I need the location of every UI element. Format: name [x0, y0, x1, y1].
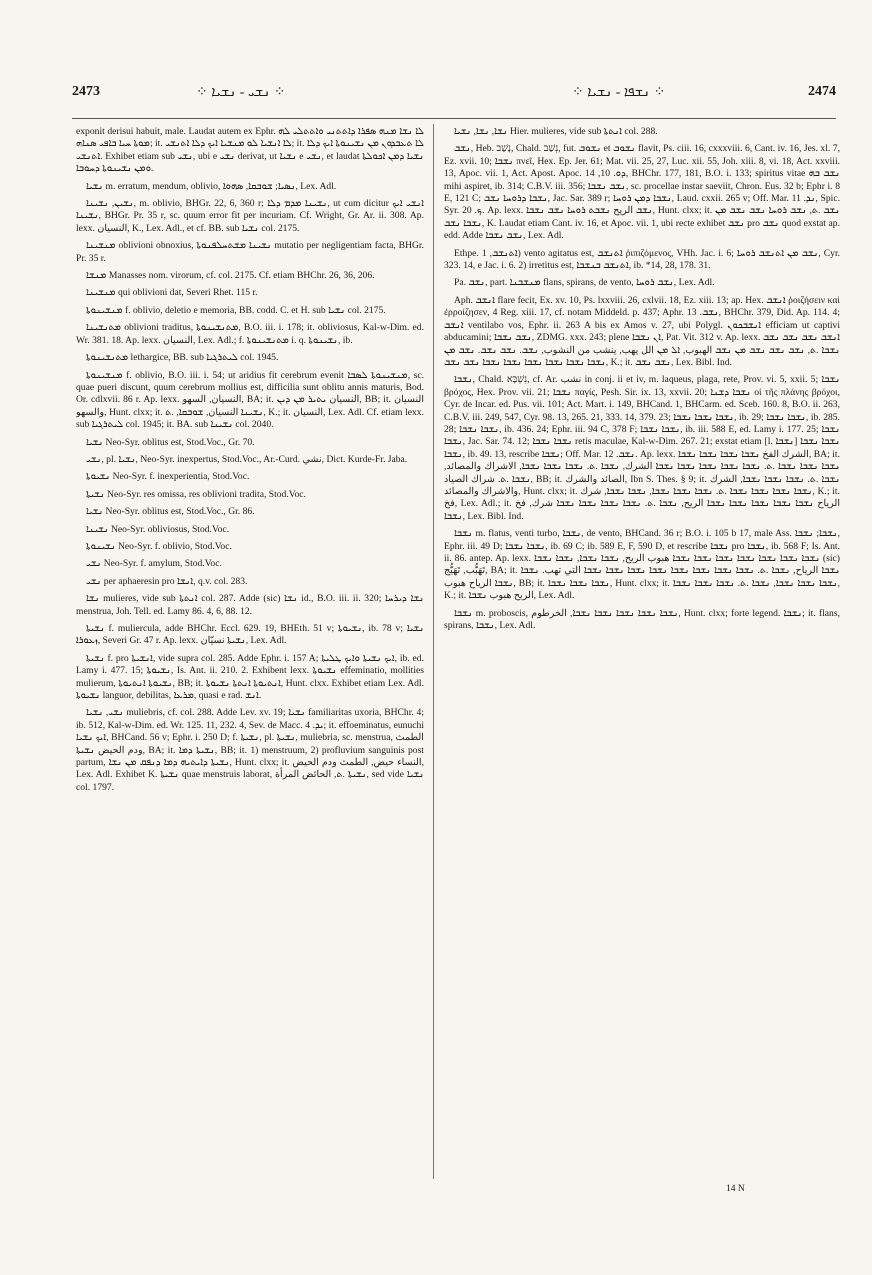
- left-column: [76, 126, 424, 1181]
- dictionary-entry: ܢܫܝ Neo-Syr. f. amylum, Stod.Voc.: [86, 558, 222, 570]
- header-rule: [72, 118, 836, 119]
- page-header: [0, 84, 872, 106]
- dictionary-entry: ܡܬܢܫܝܢܐ oblivioni traditus, ܡܬܢܫܝܢܘܬܐ, B.O. iii. i. 178; it. obliviosus, Kal-w-Dim. ed. Wr. 381. 18. Ap. lexx. النسيان, Lex. Adl.; f. ܡܬܢܫܝܢܘܬܐ i. q. ܢܫܝܢܘܬܐ, ib.: [76, 322, 424, 346]
- right-column: [444, 126, 840, 1181]
- dictionary-entry: ܢܫܝܢ, ܢܫܝܢܐ, m. oblivio, BHGr. 22, 6, 360 r; ܢܫܝܢܐ ܡܕܡ ܕܠܐ, ut cum dicitur ܐܢܫܝ ܐܝܟ ܢܫܝܢܐ, BHGr. Pr. 35 r, sc. quum error fit per incuriam. Cf. Wright, Gr. Ar. ii. 308. Ap. lexx. النسيان, K., Lex. Adl., et cf. BB. sub ܢܫܝܐ col. 2175.: [76, 198, 424, 234]
- dictionary-entry: ܢܫܝ, ܢܫܝܐ muliebris, cf. col. 288. Adde Lev. xv. 19; ܢܫܝܐ familiaritas uxoria, BHChr. 4; ib. 512, Kal-w-Dim. ed. Wr. 125. 11, 232. 4, Sev. de Macc. ܝܕ. 4; it. effoeminatus, eunuchi ܐܝܟ ܢܫܝܐ, BHCand. 56 v; Ephr. i. 250 D; f. ܢܫܝܬܐ, pl. ܢܫܝܬܐ, muliebria, sc. menstrua, الطمث ودم الحيض ܢܫܝܬܐ, BA; it. ܢܫܝܬܐ ܕܡܐ, BB; it. 1) menstruum, 2) profluvium sanguinis post partum, ܢܫܝܬܐ ܕܐܝܬܝܗ ܕܡܐ ܕܢܦܩ ܡܢ ܢܫܐ, Hunt. clxx; it. النساء حيض, الطمث ودم الحيض, Lex. Adl. Exhibet K. ܢܫܝܬܐ quae menstruis laborat, ܢܫܝܬܐ .ܬ, الحائض المرأة, sed vide ܢܫܝܐ col. 1797.: [76, 707, 424, 793]
- dictionary-entry: exponit derisui habuit, male. Laudat autem ex Ephr. ܠܐ ܢܫܐ ܡܢܗ ܣܦܪܐ ܕܐܬܬܢܝ ܘܐܬܬܠܝ ܠܗ ܡܘܬܐ ܚܝܐ ܒܐܦܝ ܣܢܐܗ; it. ܠܐ ܐܢܫܝܐ ܠܘ ܡܢܫܝܐ ܐܝܟ ܕܠܐ ܐܬܢܫܝ; it. ܠܐ ܬܥܒܕܘܢ ܡܢ ܢܫܝܢܘܬܐ ܐܝܟ ܕܠܐ ܐܬܢܫܝ. Exhibet etiam sub ܢܫܝ, ubi e ܢܫܝ derivat, ut ܢܫܝܐ e ܢܫܝ, et laudat ܢܫܝܐ ܕܡܢ ܐܟܘܠܬܐ ܘܡܢ ܢܫܝܢܘܬܐ ܕܚܘܒܐ.: [76, 126, 424, 175]
- dictionary-entry: ܢܫܝܢܐ Neo-Syr. obliviosus, Stod.Voc.: [86, 523, 230, 535]
- dictionary-entry: ܢܫܒܐ m. flatus, venti turbo, ܢܫܒܐ, de vento, BHCand. 36 r; B.O. i. 105 b 17, male Ass. ܢܫܒܐ; ܢܫܒܐ, Ephr. iii. 49 D; ܢܫܒܐ ܢܫܒܐ, ib. 69 C; ib. 589 E, F, 590 D, et rescribe ܢܫܒܐ pro ܢܫܒܐ, ib. 568 F; Is. Ant. ii. 86. antep. Ap. lexx. ܢܫܒܐ ܢܫܒܐ ܢܫܒܐ ܢܫܒܐ ܢܫܒܐ ܢܫܒܐ ܢܫܒܐ هبوب الريح, ܢܫܒܐ ܢܫܒܐ, ܢܫܒܐ ܢܫܒܐ (sic) تَهَبُّب, تَهَيُّج, BA; it. ܢܫܒܐ الرياح, ܢܫܒܐ .ܬ. ܢܫܒܐ ܢܫܒܐ ܢܫܒܐ ܢܫܒܐ ܢܫܒܐ ܢܫܒܐ ܢܫܒܐ ܢܫܒܐ التي تهب. ܢܫܒܐ ܢܫܒܐ الرياح هبوب, BB; it. ܢܫܒܐ ܢܫܒܐ ܢܫܒܐ, Hunt. clxx; it. ܢܫܒܐ ܢܫܒܐ ܢܫܒܐ, ܢܫܒܐ .ܬ. ܢܫܒܐ ܢܫܒܐ ܢܫܒܐ, K.; it. الريح هبوب ܢܫܒܐ, Lex. Adl.: [444, 528, 840, 602]
- dictionary-entry: ܢܫܒܐ m. proboscis, ܢܫܒܐ ܢܫܒܐ ܢܫܒܐ ܢܫܒܐ ܢܫܒܐ, الخرطوم, Hunt. clxx; forte legend. ܢܫܒܐ; it. flans, spirans, ܢܫܒܐ, Lex. Adl.: [444, 607, 840, 632]
- signature-mark: 14 N: [726, 1184, 745, 1194]
- dictionary-entry: ܢܫܝܬܐ f. pro ܐܢܫܝܬܐ, vide supra col. 285. Adde Ephr. i. 157 A; ܐܝܟ ܢܫܝܬܐ ܘܐܝܟ ܛܠܝܬܐ, ib. ed. Lamy i. 477. 15; ܢܫܝܘܬܐ, Is. Ant. ii. 210. 2. Exhibent lexx. ܢܫܝܘܬܐ effeminatio, mollities mulierum, ܢܫܝܘܬܐ ܐܢܬܝܘܬܐ, BB; it. ܐܢܬܝܘܬܐ ܐܢܬܬܐ ܢܫܝܘܬܐ, Hunt. clxx. Exhibet etiam Lex. Adl. ܢܫܝܘܬܐ languor, debilitas, ܡܪܥܐ, quasi e rad. ܐܢܫ.: [76, 652, 424, 702]
- dictionary-entry: Pa. ܢܫܒ, part. ܡܢܫܒܢܐ flans, spirans, de vento, ܢܫܒ ܪܘܚܐ, Lex. Adl.: [454, 277, 715, 289]
- dictionary-entry: ܢܫܐ, ܢܫܐ, ܢܫܝܐ Hier. mulieres, vide sub ܐܢܬܬܐ col. 288.: [454, 126, 658, 137]
- dictionary-entry: ܢܫܝܘܬܐ Neo-Syr. f. inexperientia, Stod.Voc.: [86, 471, 250, 483]
- dictionary-entry: Ethpe. ܐܬܢܫܒ, 1) vento agitatus est, ܐܬܢܫܒ ῥιπιζόμενος, VHh. Jac. i. 6; ܢܫܒ ܡܢ ܐܬܢܫܒ ܪܘܚܐ, Cyr. 323. 14, e Jac. i. 6. 2) irretitus est, ܐܬܢܫܒ ܒܢܫܒܐ, ib. *14, 28, 178. 31.: [444, 247, 840, 272]
- dictionary-entry: ܡܢܫܐ Manasses nom. virorum, cf. col. 2175. Cf. etiam BHChr. 26, 36, 206.: [86, 270, 375, 282]
- dictionary-entry: ܢܫܒܐ, Chald. נִשְׁבָּא, cf. Ar. نشب in conj. ii et iv, m. laqueus, plaga, rete, Prov. vi. 5, xxii. 5; ܢܫܒܐ βρόχος, Hex. Prov. vii. 21; ܢܫܒܐ παγίς, Pesh. Sir. ix. 13, xxvii. 20; ܢܫܒܐ ܕܫܢܐ οἱ τῆς πλάνης βρόχοι, Cyr. de Incar. ed. Pus. vii. 101; Act. Mart. i. 149, BHCand. 1, BHCarm. ed. Sceb. 160. 8, B.O. ii. 263, C.B.V. iii. 249, 547, Cyr. 98. 13, 265. 21, 333. 14, 379. 23; ܢܫܒܐ ܢܫܒܐ ܢܫܒܐ, ib. 29; ܢܫܒܐ ܢܫܒܐ, ib. 285. 28; ܢܫܒܐ ܢܫܒܐ, ib. 436. 24; Ephr. iii. 94 C, 378 F; ܢܫܒܐ ܢܫܒܐ, ib. iii. 588 E, ed. Lamy i. 177. 25; ܢܫܒܐ ܢܫܒܐ, Jac. Sar. 74. 12; ܢܫܒܐ ܢܫܒܐ retis maculae, Kal-w-Dim. 267. 21; exstat etiam [l. ܢܫܒܐ] ܢܫܒܐ ܢܫܒܐ ܢܫܒܐ, ib. 49. 13, rescribe ܢܫܒܐ; Off. Mar. ܢܫܒ. 12. Ap. lexx. الشرك الفخ ܢܫܒܐ ܢܫܒܐ ܢܫܒܐ ܢܫܒܐ, BA; it. ܢܫܒܐ ܢܫܒܐ ܢܫܒܐ .ܬ. ܢܫܒܐ ܢܫܒܐ ܢܫܒܐ ܢܫܒܐ ܢܫܒܐ الشرك, ܢܫܒܐ .ܬ. ܢܫܒܐ ܢܫܒܐ ܢܫܒܐ, الاشراك والمصائد, ܢܫܒܐ .ܬ. شراك الصياد, BB; it. الصائد والشرك, Ibn S. Thes. § 9; it. ܢܫܒܐ .ܬ. ܢܫܒܐ ܢܫܒܐ ܢܫܒܐ, الشرك والاشراك والمصائد, Hunt. clxx; it. ܢܫܒܐ ܢܫܒܐ ܢܫܒܐ ܢܫܒܐ .ܬ. ܢܫܒܐ ܢܫܒܐ ܢܫܒܐ, ܢܫܒܐ ܢܫܒܐ, شرك, K.; it. فخ, Lex. Adl.; it. الرياح ܢܫܒܐ ܢܫܒܐ ܢܫܒܐ ܢܫܒܐ ܢܫܒܐ الريح, ܢܫܒܐ .ܬ. ܢܫܒܐ ܢܫܒܐ ܢܫܒܐ ܢܫܒܐ شرك, فخ ܢܫܒܐ, Lex. Bibl. Ind.: [444, 374, 840, 522]
- right-page-number: 2474: [808, 84, 836, 99]
- left-page-number: 2473: [72, 84, 100, 99]
- dictionary-entry: ܢܫܐ mulieres, vide sub ܐܢܬܬܐ col. 287. Adde (sic) ܢܫܐ id., B.O. iii. ii. 320; ܢܫܐ ܕܝܪܚܐ menstrua, Joh. Tell. ed. Lamy 86. 4, 6, 88. 12.: [76, 593, 424, 617]
- right-running-title: ⁘ ܢܫܦܐ - ܢܫܝܐ ⁘: [572, 85, 666, 100]
- dictionary-entry: Aph. ܐܢܫܒ flare fecit, Ex. xv. 10, Ps. lxxviii. 26, cxlvii. 18, Ez. xiii. 13; ap. Hex. ܐܢܫܒ ῥοιζήσειν καὶ ἐρροίζησεν, 4 Reg. xiii. 17, cf. notam Middeld. p. 437; Aphr. ܢܫܒ. 13, BHChr. 379, Did. Ap. 114. 4; ܐܢܫܒ ventilabo vos, Ephr. ii. 263 A bis ex Amos v. 27, ubi Polygl. ܐܢܫܒܟܘܢ efficiam ut captivi abducamini; ܢܫܒ ܢܫܒܐ, ZDMG. xxx. 243; plene ܐܢ ܢܫܒܐ, Pat. Vit. 312 v. Ap. lexx. ܐܢܫܒ ܢܫܒ ܢܫܒ ܢܫܒ ܢܫܒܐ .ܬ, ܢܫܒ ܢܫܒ ܢܫܒ ܡܢ ܢܫܒ الهبوب, ܐܠ ܡܢ الل يهب, ينشب من النشوب, ܢܫܒ. ܢܫܒ ܢܫܒ. ܢܫܒ ܡܢ ܢܫܒܐ ܢܫܒܐ ܢܫܒܐ ܢܫܒܐ ܢܫܒܐ ܢܫܒܐ ܢܫܒ ܢܫܒ, K.; it. ܢܫܒ ܢܫܒ, Lex. Bibl. Ind.: [444, 294, 840, 368]
- dictionary-entry: ܢܫܝܐ Neo-Syr. oblitus est, Stod.Voc., Gr. 70.: [86, 436, 255, 448]
- dictionary-entry: ܡܢܫܝܢܐ oblivioni obnoxius, ܢܫܝܢܐ ܡܫܬܚܠܦܢܘܬܐ mutatio per negligentiam facta, BHGr. Pr. 35 r.: [76, 240, 424, 264]
- dictionary-entry: ܡܢܫܝܢܐ qui oblivioni dat, Severi Rhet. 115 r.: [86, 287, 258, 299]
- dictionary-entry: ܡܢܫܝܢܘܬܐ f. oblivio, deletio e memoria, BB. codd. C. et H. sub ܢܫܝܐ col. 2175.: [86, 304, 386, 316]
- dictionary-entry: ܢܫܝܬܐ f. muliercula, adde BHChr. Eccl. 629. 19, BHEth. 51 v; ܢܫܝܘܬܐ, ib. 78 v; ܢܫܝܐ ܙܥܘܪܐ, Severi Gr. 47 r. Ap. lexx. ܢܫܝܬܐ نسيّان, Lex. Adl.: [76, 623, 424, 647]
- dictionary-entry: ܢܫܝܐ Neo-Syr. oblitus est, Stod.Voc., Gr. 86.: [86, 506, 255, 518]
- dictionary-entry: ܢܫܝ, pl. ܢܫܝܐ, Neo-Syr. inexpertus, Stod.Voc., Ar.-Curd. نشي, Dict. Kurde-Fr. Jaba.: [86, 453, 408, 465]
- dictionary-entry: ܡܢܫܝܢܘܬܐ f. oblivio, B.O. iii. i. 54; ut aridius fit cerebrum evenit ܡܢܫܝܢܘܬܐ ܠܣܒܐ, sc. quae pueri discunt, quum cerebrum mollius est, difficilia sunt oblitu annis maturis, Bod. Or. cdlxvii. 86 r. Ap. lexx. النسيان, السهو, BA; it. النسيان ܝܬܝܪ ܡܢ ܕܝܢ, BB; it. النسيان والسهو, Hunt. clxx; it. ܢܫܝܢܐ النسيان, ܫܘܒܩܐ, .ܬ, K.; it. النسيان, Lex. Adl. Cf. etiam lexx. sub ܠܝܬܪܓܝܐ col. 1945; it. BA. sub ܢܫܝܢܐ col. 2040.: [76, 369, 424, 431]
- column-divider: [433, 124, 434, 1179]
- dictionary-entry: ܢܫܝ per aphaeresin pro ܐܢܫܐ, q.v. col. 283.: [86, 575, 248, 587]
- dictionary-entry: ܢܫܒ, Heb. נָשַׁב, Chald. נְשַׁב, fut. ܢܫܘܒ et ܢܫܘܒ flavit, Ps. ciii. 16, cxxxviii. 6, Cant. iv. 16, Jes. xl. 7, Ez. xvii. 10; ܢܫܒܐ πνεῖ, Hex. Ep. Jer. 61; Mat. vii. 25, 27, Luc. xii. 55, Joh. xiii. 8, vi. 18, Act. xxviii. 13, Apoc. vii. 1, Act. Apost. Apoc. ܕܘ. 10, 14, BHChr. 177, 181, B.O. i. 133; spiritus vitae ܢܫܒ ܒܗ mihi aspiret, ib. 314; C.B.V. iii. 356; ܢܫܒ ܢܫܒܐ, sc. procellae instar saeviit, Chron. Eus. 32 b; Ephr i. 8 E, 121 C; ܢܫܒܐ ܕܪܘܚܐ ܢܫܒ, Jac. Sar. 389 r; ܢܫܒܐ ܕܡܢ ܪܘܚܐ, Laud. cxxii. 265 v; Off. Mar. ܢܕ. 11, Spic. Syr. ܟ. 20. Ap. lexx. ܢܫܒ الريح ܢܫܒܬ ܪܘܚܐ ܢܫܒ ܢܫܒܐ, Hunt. clxx; it. ܢܫܒ .ܬ, ܢܫܒ ܪܘܚܐ ܢܫܒ ܢܫܒ ܡܢ ܢܫܒܐ ܢܫܒ, K. Laudat etiam Cant. iv. 16, et Apoc. vii. 1, ubi recte exhibet ܢܫܒ pro ܢܫܒ quod exstat ap. edd. Adde ܢܫܒ ܢܫܒܐ, Lex. Adl.: [444, 143, 840, 242]
- left-running-title: ⁘ ܢܫܝ - ܢܫܝܐ ⁘: [196, 85, 286, 100]
- dictionary-entry: ܢܫܝܐ m. erratum, mendum, oblivio, ܢܣܝܐ; ܫܘܒܩܐ, ܣܗܘܐ, Lex. Adl.: [86, 180, 337, 192]
- dictionary-entry: ܢܫܝܢܘܬܐ Neo-Syr. f. oblivio, Stod.Voc.: [86, 540, 232, 552]
- dictionary-entry: ܢܫܝܬܐ Neo-Syr. res omissa, res oblivioni tradita, Stod.Voc.: [86, 488, 306, 500]
- dictionary-entry: ܡܬܢܫܝܢܘܬܐ lethargice, BB. sub ܠܝܬܪܓܝܐ col. 1945.: [86, 352, 279, 364]
